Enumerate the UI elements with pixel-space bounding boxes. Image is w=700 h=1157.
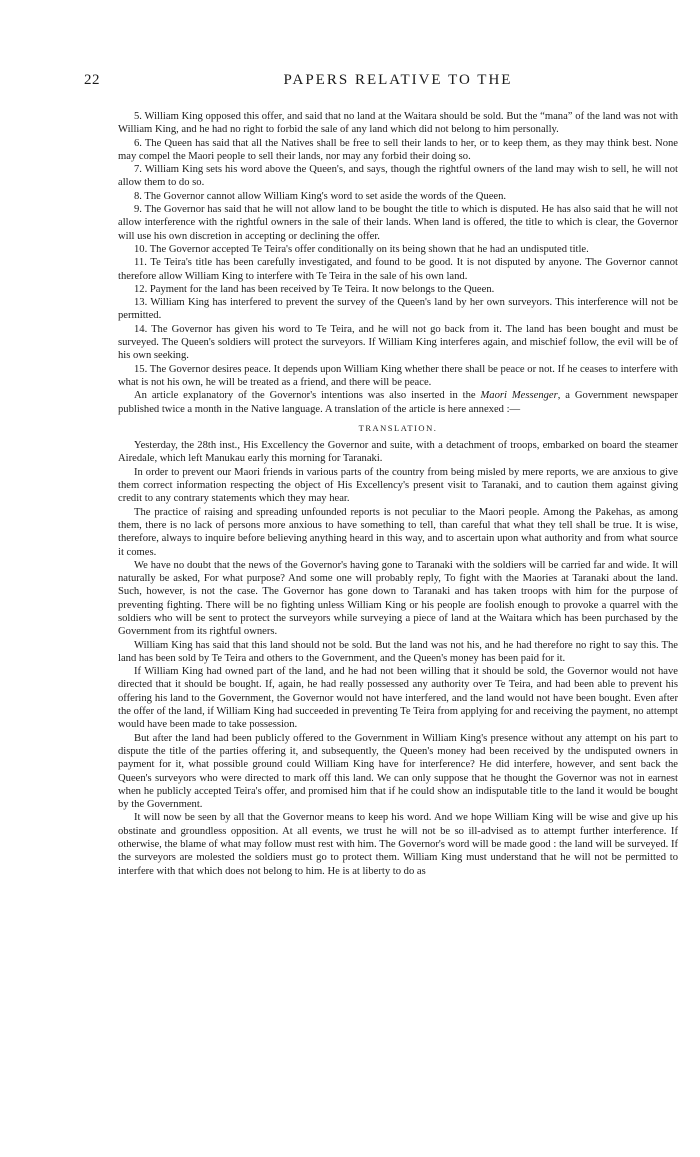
translation-paragraph: The practice of raising and spreading unfounded reports is not peculiar to the Maori people. Among the Pakehas, as among them, there is no lack of persons more anxious to have something to tell, than careful that what they tell shall be true. It is wise, therefore, always to inquire before believing anything heard in this way, and to ascertain upon what authority and from what source it comes. xyxy=(118,506,678,558)
intro-text-before: An article explanatory of the Governor's intentions was also inserted in the xyxy=(134,390,481,402)
running-title: PAPERS RELATIVE TO THE xyxy=(283,72,513,88)
paragraph-14: 14. The Governor has given his word to Te Teira, and he will not go back from it. The land has been bought and must be surveyed. The Queen's soldiers will protect the surveyors. If William King interferes again, and mischief follow, the evil will be of his own seeking. xyxy=(118,323,678,362)
section-heading: TRANSLATION. xyxy=(358,422,438,433)
translation-paragraph: William King has said that this land should not be sold. But the land was not his, and he had therefore no right to say this. The land has been sold by Te Teira and others to the Government, and the Queen's money has been paid for it. xyxy=(118,639,678,664)
body-text xyxy=(118,110,678,878)
document-page xyxy=(84,72,679,878)
paragraph-5: 5. William King opposed this offer, and said that no land at the Waitara should be sold. But the “mana” of the land was not with William King, and he had no right to forbid the sale of any land which did not belong to him personally. xyxy=(118,111,678,136)
page-header xyxy=(84,72,678,96)
paragraph-13: 13. William King has interfered to prevent the survey of the Queen's land by her own surveyors. This interference will not be permitted. xyxy=(118,297,678,322)
paragraph-9: 9. The Governor has said that he will not allow land to be bought the title to which is disputed. He has also said that he will not allow interference with the rightful owners in the sale of their lands. When land is offered, the title to which is clear, the Governor will use his own discretion in accepting or declining the offer. xyxy=(118,204,678,242)
translation-paragraph: We have no doubt that the news of the Governor's having gone to Taranaki with the soldiers will be carried far and wide. It will naturally be asked, For what purpose? And some one will probably reply, To fight with the Maories at Taranaki about the land. Such, however, is not the case. The Governor has gone down to Taranaki and has taken troops with him for the purpose of preventing fighting. There will be no fighting unless William King or his people are foolish enough to provoke a quarrel with the soldiers who will be sent to protect the surveyors while surveying a piece of land at the Waitara which has been purchased by the Government from its rightful owners. xyxy=(118,559,678,638)
intro-paragraph xyxy=(118,389,678,416)
page-number: 22 xyxy=(84,72,100,88)
translation-paragraph: If William King had owned part of the land, and he had not been willing that it should be sold, the Governor would not have directed that it should be bought. If, again, he had really possessed any authority over Te Teira, and had been able to prevent his offering his land to the Government, the Governor would not have interfered, and the land would not have been bought. Even after the offer of the land, if William King had succeeded in preventing Te Teira from applying for and receiving the payment, no attempt would have been made to take possession. xyxy=(118,666,678,731)
intro-text-after: , a Government newspaper published twice a month in the Native language. A translation of the article is here annexed :— xyxy=(118,390,679,415)
paragraph-7: 7. William King sets his word above the Queen's, and says, though the rightful owners of the land may wish to sell, he will not allow them to do so. xyxy=(118,164,678,189)
translation-paragraph: In order to prevent our Maori friends in various parts of the country from being misled by mere reports, we are anxious to give them correct information respecting the object of His Excellency's present visit to Taranaki, and to caution them against giving credit to any contrary statements which they may hear. xyxy=(118,466,678,505)
paragraph-6: 6. The Queen has said that all the Natives shall be free to sell their lands to her, or to keep them, as they may think best. None may compel the Maori people to sell their lands, nor may any forbid their doing so. xyxy=(118,137,678,162)
paragraph-15: 15. The Governor desires peace. It depends upon William King whether there shall be peace or not. If he ceases to interfere with what is not his own, he will be treated as a friend, and there will be peace. xyxy=(118,363,678,388)
paragraph-8: 8. The Governor cannot allow William King's word to set aside the words of the Queen. xyxy=(134,190,507,202)
translation-paragraph: It will now be seen by all that the Governor means to keep his word. And we hope William King will be wise and give up his obstinate and groundless opposition. At all events, we trust he will not be so ill-advised as to attempt further interference. If otherwise, the blame of what may follow must rest with him. The Governor's word will be made good : the land will be surveyed. If the surveyors are molested the soldiers must go to protect them. William King must understand that he will not be permitted to interfere with that which does not belong to him. He is at liberty to do as xyxy=(118,812,678,877)
paragraph-11: 11. Te Teira's title has been carefully investigated, and found to be good. It is not disputed by anyone. The Governor cannot therefore allow William King to interfere with Te Teira in the sale of his own land. xyxy=(118,257,678,282)
paragraph-12: 12. Payment for the land has been received by Te Teira. It now belongs to the Queen. xyxy=(134,283,495,295)
translation-paragraph: Yesterday, the 28th inst., His Excellency the Governor and suite, with a detachment of troops, embarked on board the steamer Airedale, which left Manukau early this morning for Taranaki. xyxy=(118,440,678,465)
translation-paragraph: But after the land had been publicly offered to the Government in William King's presence without any attempt on his part to dispute the title of the parties offering it, and subsequently, the Queen's money had been received by the undisputed owners in payment for it, what possible ground could William King have for interference? He did interfere, however, and sent back the Queen's surveyors who were directed to mark off this land. We can only suppose that he thought the Governor was not in earnest when he publicly accepted Teira's offer, and promised him that if he could show an indisputable title to the land it would be bought by the Government. xyxy=(118,732,678,811)
newspaper-title: Maori Messenger xyxy=(480,390,558,402)
paragraph-10: 10. The Governor accepted Te Teira's offer conditionally on its being shown that he had an undisputed title. xyxy=(134,243,589,255)
